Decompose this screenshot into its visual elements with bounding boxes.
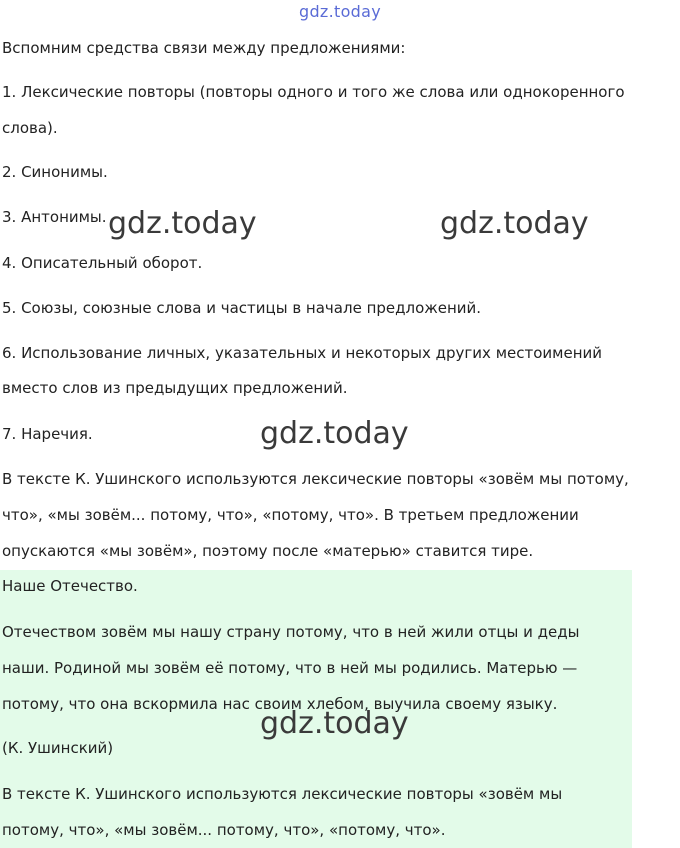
quote-author: (К. Ушинский)	[2, 739, 114, 757]
quote-title: Наше Отечество.	[2, 577, 138, 595]
list-item-6-line-1: 6. Использование личных, указательных и некоторых других местоимений	[2, 344, 603, 362]
list-item-1-line-2: слова).	[2, 119, 58, 137]
analysis-line-1: В тексте К. Ушинского используются лексические повторы «зовём мы потому,	[2, 470, 629, 488]
quote-summary-line-1: В тексте К. Ушинского используются лексические повторы «зовём мы	[2, 785, 563, 803]
quote-line-2: наши. Родиной мы зовём её потому, что в ней мы родились. Матерью —	[2, 659, 578, 677]
list-item-7: 7. Наречия.	[2, 425, 93, 443]
watermark-3: gdz.today	[260, 416, 409, 451]
list-item-4: 4. Описательный оборот.	[2, 254, 203, 272]
quote-line-3: потому, что она вскормила нас своим хлебом, выучила своему языку.	[2, 695, 558, 713]
analysis-line-3: опускаются «мы зовём», поэтому после «матерью» ставится тире.	[2, 542, 534, 560]
watermark-1: gdz.today	[108, 206, 257, 241]
list-item-2: 2. Синонимы.	[2, 163, 108, 181]
watermark-2: gdz.today	[440, 206, 589, 241]
quote-line-1: Отечеством зовём мы нашу страну потому, что в ней жили отцы и деды	[2, 623, 580, 641]
intro-text: Вспомним средства связи между предложениями:	[2, 39, 406, 57]
watermark-4: gdz.today	[260, 706, 409, 741]
analysis-line-2: что», «мы зовём... потому, что», «потому, что». В третьем предложении	[2, 506, 579, 524]
list-item-5: 5. Союзы, союзные слова и частицы в начале предложений.	[2, 299, 482, 317]
header-watermark: gdz.today	[299, 2, 381, 21]
list-item-1-line-1: 1. Лексические повторы (повторы одного и того же слова или однокоренного	[2, 83, 625, 101]
list-item-3: 3. Антонимы.	[2, 208, 107, 226]
list-item-6-line-2: вместо слов из предыдущих предложений.	[2, 379, 348, 397]
quote-summary-line-2: потому, что», «мы зовём... потому, что», «потому, что».	[2, 821, 446, 839]
